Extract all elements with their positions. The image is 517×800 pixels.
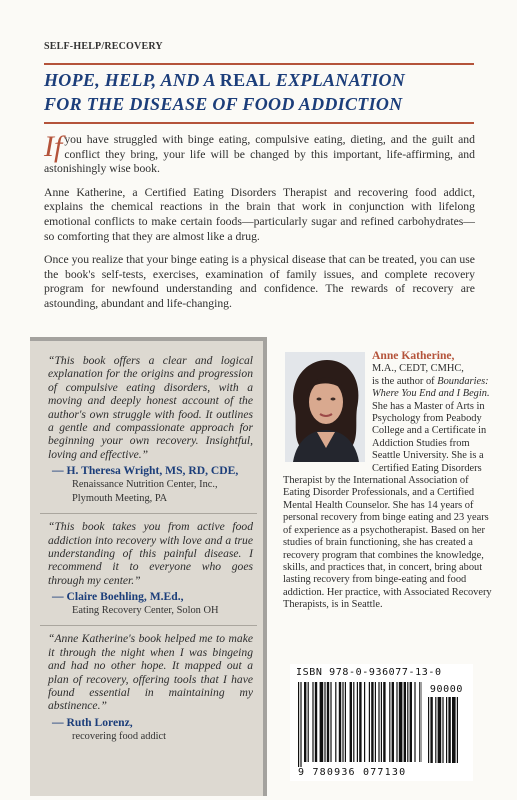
drop-cap: If xyxy=(44,130,63,163)
author-intro: is the author of xyxy=(372,375,435,387)
author-credentials: M.A., CEDT, CMHC, xyxy=(372,363,464,375)
testimonial-affiliation: recovering food addict xyxy=(72,730,167,742)
testimonial-divider xyxy=(40,513,257,514)
category-label: SELF-HELP/RECOVERY xyxy=(44,41,163,52)
barcode xyxy=(290,664,473,781)
testimonials-panel xyxy=(30,337,267,796)
testimonial-author: — Claire Boehling, M.Ed., xyxy=(52,590,184,604)
author-bio xyxy=(283,350,498,612)
top-divider xyxy=(44,63,474,65)
description-paragraph-1: If you have struggled with binge eating, compulsive eating, dieting, and the guilt and conflict they bring, your life will be changed by this important, life-affirming, and astonishingly wise book. xyxy=(44,130,475,176)
testimonial-author: — Ruth Lorenz, xyxy=(52,715,133,729)
author-bio-text: She has a Master of Arts in Psychology from Peabody College and a Certificate in Addiction Studies from Seattle University. She is a Certified Eating Disorders Therapist by the International Association of Eating Disorder Professionals, and a Certified Mental Health Counselor. She has 14 years of personal recovery from binge eating and 23 years of experience as a psychotherapist. Based on her studies of brain functioning, she has created a recovery program that combines the knowledge, skills, and practices that, in concert, bring about lasting recovery from binge-eating and food addiction. Her practice, with Associated Recovery Therapists, is in Seattle. xyxy=(283,400,492,611)
author-book-title: Boundaries: Where You End and I Begin. xyxy=(372,375,490,400)
ean-barcode-bars xyxy=(298,682,422,767)
headline-line-2: FOR THE DISEASE OF FOOD ADDICTION xyxy=(44,94,403,114)
testimonial-quote: “This book offers a clear and logical explanation for the origins and progression of compulsive eating disorders, with a moving and deeply honest account of the author's own struggle with food. It outlines a gentle and compassionate approach for beginning your own recovery. Insightful, loving and effective.” xyxy=(48,354,253,461)
headline-line-1: HOPE, HELP, AND A REAL EXPLANATION xyxy=(44,70,406,90)
description-paragraph-2: Anne Katherine, a Certified Eating Disorders Therapist and recovering food addict, explains the chemical reactions in the brain that work in conjunction with lifelong emotional conflicts to make certain foods—particularly sugar and refined carbohydrates—so comforting that they are almost like a drug. xyxy=(44,185,475,243)
testimonial-quote: “Anne Katherine's book helped me to make it through the night when I was bingeing and had no other hope. It mapped out a plan of recovery, offering tools that I have found essential in maintaining my abstinence.” xyxy=(48,632,253,713)
testimonial-author: — H. Theresa Wright, MS, RD, CDE, xyxy=(52,464,239,478)
description xyxy=(44,130,475,321)
testimonial-quote: “This book takes you from active food addiction into recovery with love and a true understanding of this painful disease. I recommend it to everyone who goes through my center.” xyxy=(48,520,253,587)
isbn-text: ISBN 978-0-936077-13-0 xyxy=(296,667,442,678)
testimonial-affiliation: Eating Recovery Center, Solon OH xyxy=(72,605,219,617)
addon-barcode-bars xyxy=(428,697,464,767)
description-paragraph-3: Once you realize that your binge eating is a physical disease that can be treated, you can use the book's self-tests, exercises, examination of family issues, and complete recovery program for newfound understanding and confidence. The rewards of recovery are astounding, abundant and life-changing. xyxy=(44,253,475,310)
testimonial-affiliation: Renaissance Nutrition Center, Inc., xyxy=(72,479,218,491)
headline xyxy=(44,68,474,116)
testimonial-divider xyxy=(40,625,257,626)
bottom-divider xyxy=(44,122,474,124)
headline-emphasis: REAL xyxy=(219,70,271,90)
author-name: Anne Katherine, xyxy=(372,349,455,362)
testimonial-location: Plymouth Meeting, PA xyxy=(72,493,168,505)
ean-number: 9 780936 077130 xyxy=(298,767,407,778)
price-code: 90000 xyxy=(429,684,463,695)
